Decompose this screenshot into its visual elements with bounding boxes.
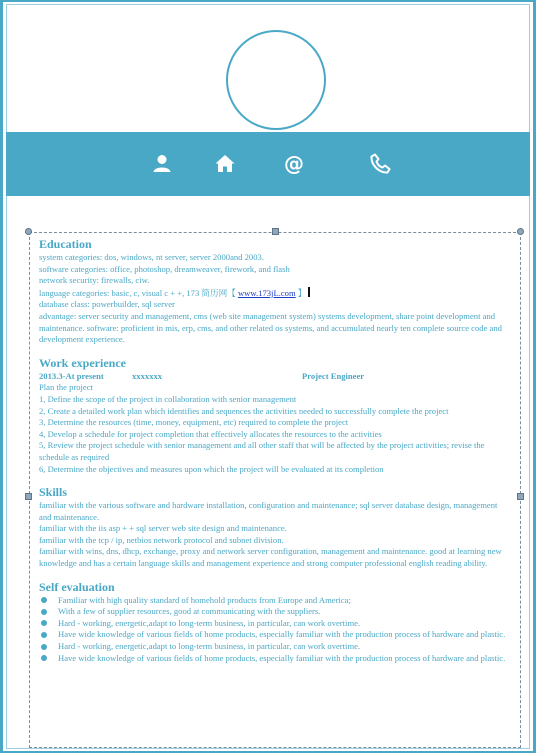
person-icon[interactable] [150, 152, 174, 176]
work-date: 2013.3-At present [39, 370, 104, 381]
education-line: database class: powerbuilder, sql server [39, 299, 175, 310]
work-role: Project Engineer [302, 370, 365, 381]
work-line: 6, Determine the objectives and measures upon which the project will be evaluated at its completion [39, 463, 384, 474]
self-evaluation-item: Familiar with high quality standard of homehold products from Europe and America; [39, 595, 511, 607]
skills-line: familiar with the various software and hardware installation, configuration and maintenance; sql server database design, management and maintenance. [39, 500, 498, 522]
work-line: 3, Determine the resources (time, money, equipment, etc) required to complete the project [39, 417, 349, 428]
work-company: xxxxxxx [132, 370, 163, 381]
education-language-line [39, 287, 511, 300]
resize-handle-top[interactable] [272, 228, 279, 235]
work-title: Work experience [39, 355, 126, 370]
language-prefix: language categories: basic, c, visual c + +, 173 简历网【 [39, 287, 236, 298]
self-evaluation-item: Have wide knowledge of various fields of home products, especially familiar with the production process of hardware and plastic. [39, 653, 511, 665]
education-line: software categories: office, photoshop, dreamweaver, firework, and flash [39, 263, 290, 274]
resize-handle-right[interactable] [517, 493, 524, 500]
self-evaluation-list [39, 595, 511, 665]
phone-icon[interactable] [368, 152, 392, 176]
resize-handle-top-left[interactable] [25, 228, 32, 235]
education-line: advantage: server security and management, cms (web site management system) systems development, share point development and maintenance. software: proficient in mis, erp, cms, and other related os systems, and accumulated nearly ten complete source code and development experience. [39, 310, 502, 345]
svg-text:@: @ [284, 152, 304, 176]
work-line: Plan the project [39, 382, 93, 393]
avatar-circle[interactable] [226, 30, 326, 130]
skills-line: familiar with the tcp / ip, netbios network protocol and subnet division. [39, 534, 284, 545]
self-evaluation-item: Hard - working, energetic,adapt to long-term business, in particular, can work overtime. [39, 618, 511, 630]
contact-band [6, 132, 530, 196]
at-sign-icon[interactable] [282, 152, 306, 176]
education-line: network security: firewalls, ciw. [39, 275, 150, 286]
self-evaluation-item: Have wide knowledge of various fields of home products, especially familiar with the production process of hardware and plastic. [39, 629, 511, 641]
skills-line: familiar with the iis asp + + sql server web site design and maintenance. [39, 523, 287, 534]
work-line: 1, Define the scope of the project in collaboration with senior management [39, 393, 297, 404]
resize-handle-left[interactable] [25, 493, 32, 500]
self-evaluation-title: Self evaluation [39, 579, 115, 594]
work-header-row [39, 371, 511, 383]
work-line: 4, Develop a schedule for project completion that effectively allocates the resources to the activities [39, 428, 382, 439]
self-evaluation-item: Hard - working, energetic,adapt to long-term business, in particular, can work overtime. [39, 641, 511, 653]
home-icon[interactable] [213, 152, 237, 176]
text-cursor [308, 287, 310, 297]
work-line: 5, Review the project schedule with senior management and all other staff that will be affected by the project activities; revise the schedule as required [39, 440, 485, 462]
skills-line: familiar with wins, dns, dhcp, exchange, proxy and network server configuration, management and maintenance. good at learning new knowledge and has a certain language skills and management experience and strong computer professional english reading ability. [39, 546, 502, 569]
work-line: 2, Create a detailed work plan which identifies and sequences the activities needed to successfully complete the project [39, 405, 449, 416]
website-link[interactable]: www.173jL.com [237, 287, 296, 298]
education-title: Education [39, 237, 92, 251]
education-line: system categories: dos, windows, nt server, server 2000and 2003. [39, 252, 264, 262]
skills-title: Skills [39, 485, 68, 500]
self-evaluation-item: With a few of supplier resources, good at communicating with the suppliers. [39, 606, 511, 618]
resume-content [39, 237, 511, 664]
resize-handle-top-right[interactable] [517, 228, 524, 235]
language-suffix: 】 [297, 287, 307, 298]
